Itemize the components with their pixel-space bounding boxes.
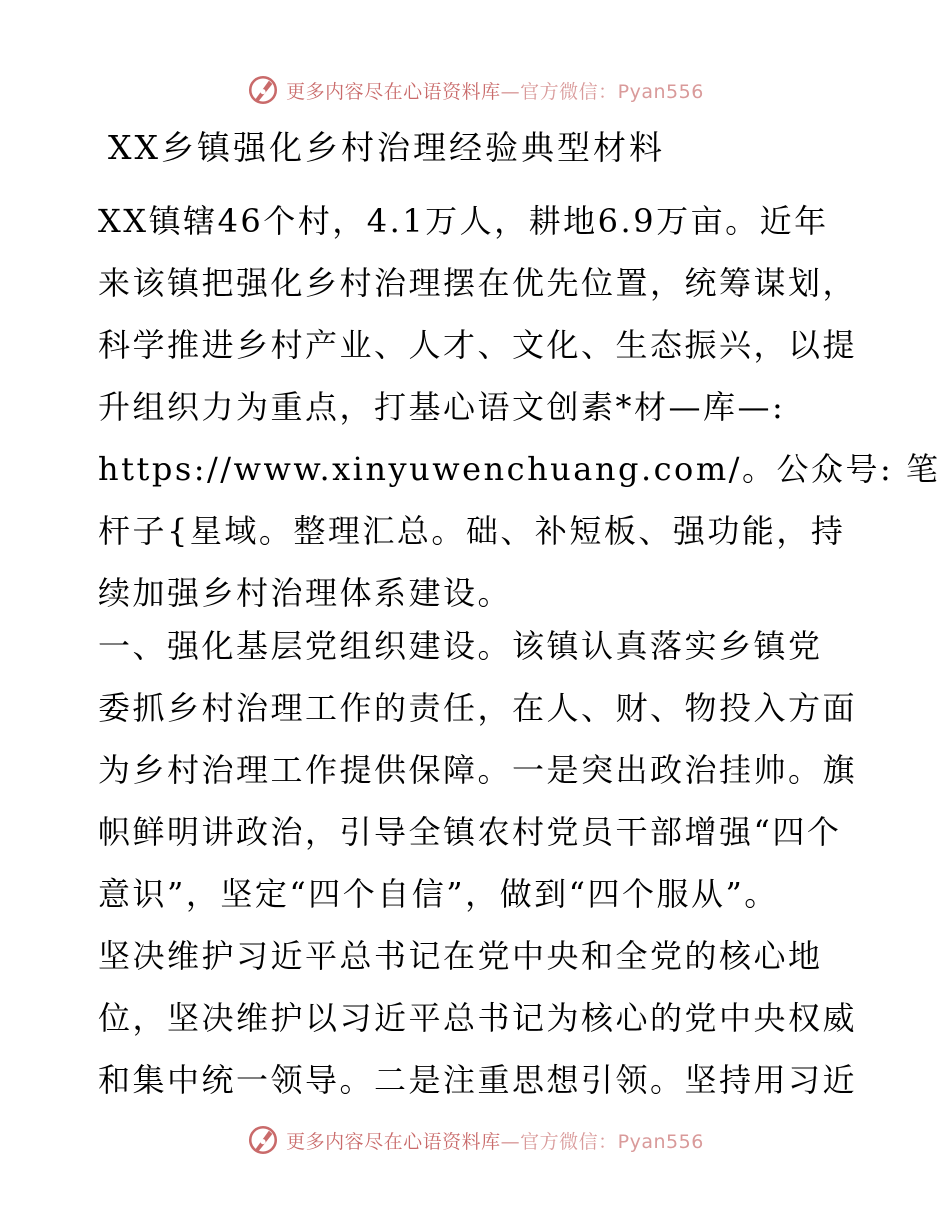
quill-circle-icon [246,73,280,107]
text-line: 坚决维护习近平总书记在党中央和全党的核心地 [98,937,823,975]
text-line: 委抓乡村治理工作的责任，在人、财、物投入方面 [98,689,858,727]
text-line: 杆子{星域。整理汇总。础、补短板、强功能，持 [98,512,846,550]
text-line: https://www.xinyuwenchuang.com/。公众号: 笔 [98,450,941,488]
watermark-prefix: 更多内容尽在心语资料库 [286,80,501,103]
watermark-text [286,1127,704,1154]
text-line: 科学推进乡村产业、人才、文化、生态振兴，以提 [98,326,858,364]
watermark-suffix: —官方微信：Pyan556 [500,80,704,103]
text-line: 一、强化基层党组织建设。该镇认真落实乡镇党 [98,627,823,665]
text-line: 位，坚决维护以习近平总书记为核心的党中央权威 [98,999,858,1037]
paragraph-intro [98,190,941,624]
document-title: XX乡镇强化乡村治理经验典型材料 [108,128,665,167]
text-line: 来该镇把强化乡村治理摆在优先位置，统筹谋划， [98,264,858,302]
quill-circle-icon [246,1123,280,1157]
text-line: 为乡村治理工作提供保障。一是突出政治挂帅。旗 [98,751,858,789]
text-line: 帜鲜明讲政治，引导全镇农村党员干部增强“四个 [98,813,842,851]
watermark-prefix: 更多内容尽在心语资料库 [286,1130,501,1153]
text-line: XX镇辖46个村，4.1万人，耕地6.9万亩。近年 [98,202,829,240]
watermark-text [286,77,704,104]
text-line: 续加强乡村治理体系建设。 [98,574,513,612]
text-line: 意识”，坚定“四个自信”，做到“四个服从”。 [98,875,779,913]
text-line: 和集中统一领导。二是注重思想引领。坚持用习近 [98,1061,858,1099]
text-line: 升组织力为重点，打基心语文创素*材—库—: [98,388,786,426]
footer-watermark [0,1118,950,1162]
header-watermark [0,68,950,112]
watermark-suffix: —官方微信：Pyan556 [500,1130,704,1153]
paragraph-section-1 [98,615,858,1111]
